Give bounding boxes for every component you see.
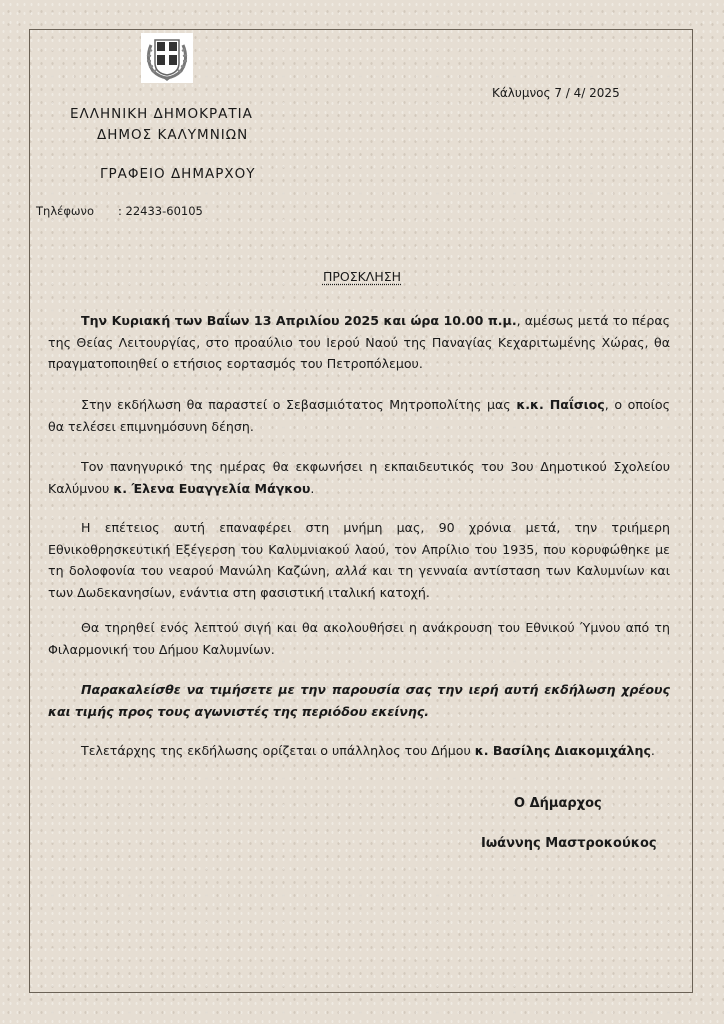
paragraph-text: Η επέτειος αυτή επαναφέρει στη μνήμη μας, 90 χρόνια μετά, την τριήμερη Εθνικοθρησκευτική Εξέγερση του Καλυμνιακού λαού, τον Απρίλιο του 1935, που κορυφώθηκε με τη δολοφονία του νεαρού Μανώλη Καζώνη,: [48, 520, 670, 578]
paragraph-speaker: [48, 456, 670, 499]
invitation-title: ΠΡΟΣΚΛΗΣΗ: [322, 269, 402, 284]
speaker-name: κ. Έλενα Ευαγγελία Μάγκου: [113, 480, 311, 496]
paragraph-event-time: [48, 310, 670, 375]
paragraph-text: .: [650, 743, 655, 758]
coat-of-arms-icon: [141, 33, 193, 83]
paragraph-text: Στην εκδήλωση θα παραστεί ο Σεβασμιότατος Μητροπολίτης μας: [81, 397, 517, 412]
paragraph-anthem: Θα τηρηθεί ενός λεπτού σιγή και θα ακολουθήσει η ανάκρουση του Εθνικού Ύμνου από τη Φιλαρμονική του Δήμου Καλυμνίων.: [48, 620, 670, 657]
event-datetime: Την Κυριακή των Βαΐων 13 Απριλίου 2025 και ώρα 10.00 π.μ.: [81, 313, 517, 328]
metropolitan-name: κ.κ. Παΐσιος: [516, 397, 605, 412]
paragraph-invitation-request: Παρακαλείσθε να τιμήσετε με την παρουσία σας την ιερή αυτή εκδήλωση χρέους και τιμής προς τους αγωνιστές της περιόδου εκείνης.: [48, 682, 670, 719]
paragraph-metropolitan: [48, 394, 670, 437]
signature-name: Ιωάννης Μαστροκούκος: [481, 836, 657, 851]
paragraph-text: .: [310, 480, 315, 496]
phone-label: Τηλέφωνο: [36, 204, 95, 218]
office-heading: ΓΡΑΦΕΙΟ ΔΗΜΑΡΧΟΥ: [100, 166, 256, 182]
municipality-heading: ΔΗΜΟΣ ΚΑΛΥΜΝΙΩΝ: [97, 127, 249, 143]
paragraph-text: Τον πανηγυρικό της ημέρας θα εκφωνήσει η εκπαιδευτικός του 3ου Δημοτικού Σχολείου Καλύμνου: [48, 459, 670, 496]
paragraph-text: , αμέσως μετά το πέρας της Θείας Λειτουργίας, στο προαύλιο του Ιερού Ναού της Παναγίας Κεχαριτωμένης Χώρας, θα πραγματοποιηθεί ο ετήσιος εορτασμός του Πετροπόλεμου.: [48, 313, 671, 371]
signature-role: Ο Δήμαρχος: [514, 796, 602, 811]
ceremony-master-name: κ. Βασίλης Διακομιχάλης: [474, 743, 651, 758]
republic-heading: ΕΛΛΗΝΙΚΗ ΔΗΜΟΚΡΑΤΙΑ: [70, 106, 253, 122]
paragraph-text: και τη γενναία αντίσταση των Καλυμνίων και των Δωδεκανησίων, ενάντια στη φασιστική ιταλική κατοχή.: [48, 563, 670, 600]
paragraph-text: Τελετάρχης της εκδήλωσης ορίζεται ο υπάλληλος του Δήμου: [81, 743, 475, 758]
document-date: Κάλυμνος 7 / 4/ 2025: [492, 86, 620, 100]
emphasis-text: αλλά: [335, 563, 367, 578]
paragraph-master-of-ceremonies: [48, 740, 670, 762]
paragraph-anniversary: [48, 517, 670, 603]
phone-number: : 22433-60105: [118, 204, 203, 218]
paragraph-text: , ο οποίος θα τελέσει επιμνημόσυνη δέηση.: [48, 397, 671, 434]
